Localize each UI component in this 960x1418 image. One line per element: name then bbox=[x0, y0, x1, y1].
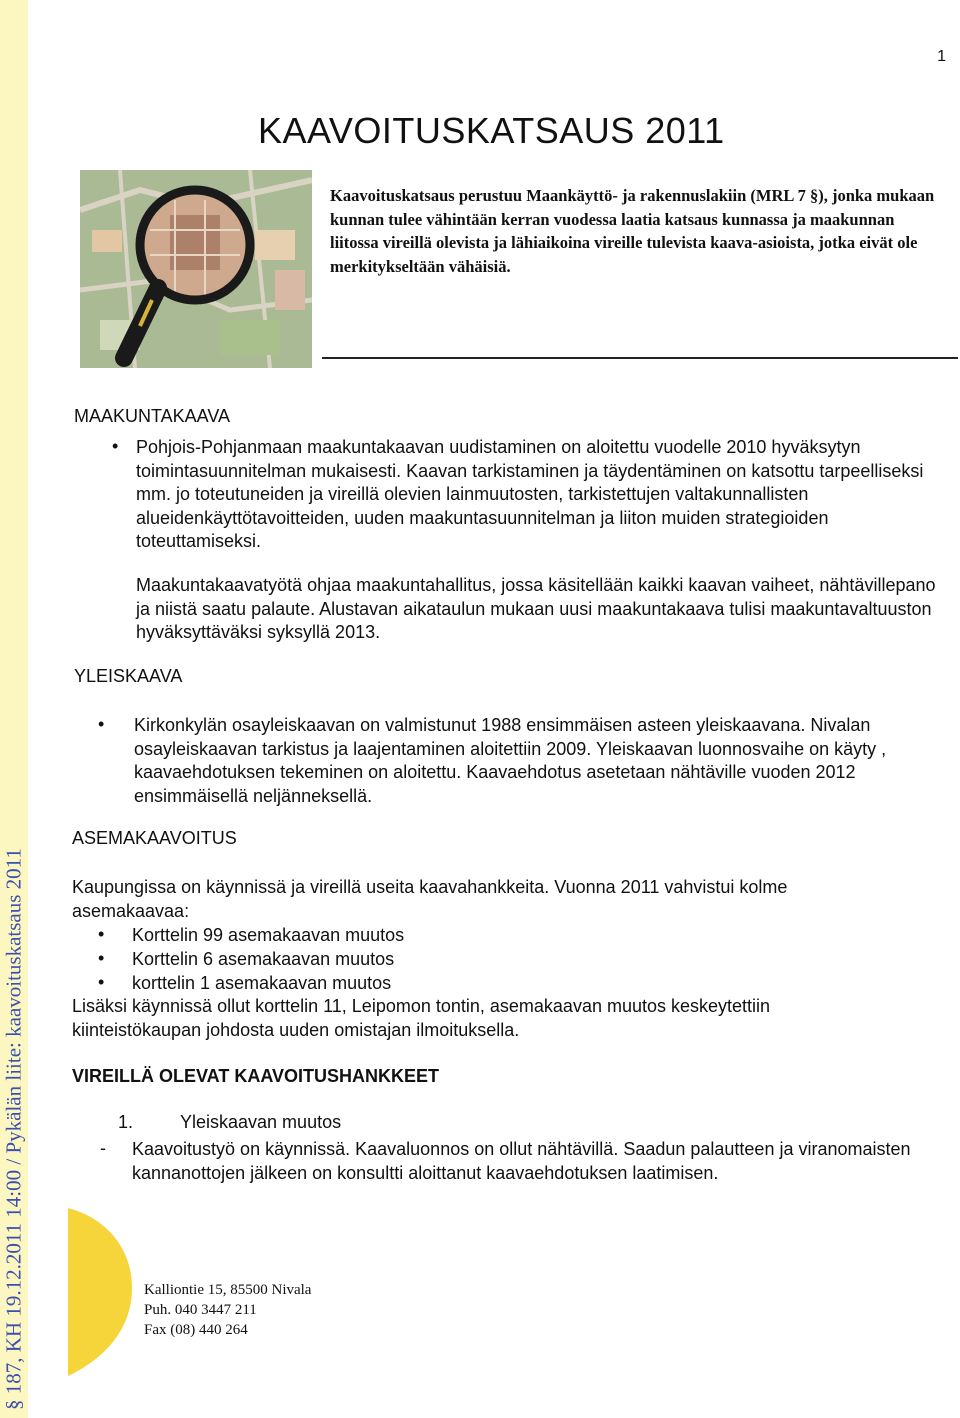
item-title: Yleiskaavan muutos bbox=[180, 1112, 342, 1132]
contact-block bbox=[144, 1280, 311, 1340]
heading-yleiskaava: YLEISKAAVA bbox=[74, 666, 183, 686]
page-title: KAAVOITUSKATSAUS 2011 bbox=[258, 110, 725, 151]
dash-icon: - bbox=[100, 1138, 106, 1158]
yleiskaava-bullet-text: Kirkonkylän osayleiskaavan on valmistunut 1988 ensimmäisen asteen yleiskaavana. Nivalan osayleiskaavan tarkistus ja laajentaminen aloitettiin 2009. Yleiskaavan luonnosvaihe on käyty , kaavaehdotuksen tekeminen on aloitettu. Kaavaehdotus asetetaan nähtäville vuoden 2012 ensimmäisellä neljänneksellä. bbox=[134, 715, 887, 806]
bullet-icon: • bbox=[98, 714, 105, 734]
list-item: Korttelin 6 asemakaavan muutos bbox=[132, 949, 395, 969]
horizontal-divider bbox=[322, 357, 958, 359]
contact-fax: Fax (08) 440 264 bbox=[144, 1322, 248, 1338]
page-number: 1 bbox=[937, 48, 946, 65]
maakuntakaava-paragraph: Maakuntakaavatyötä ohjaa maakuntahallitus, jossa käsitellään kaikki kaavan vaiheet, nähtävillepano ja niistä saatu palaute. Alustavan aikataulun mukaan uusi maakuntakaava tulisi maakuntavaltuuston hyväksyttäväksi syksyllä 2013. bbox=[136, 575, 936, 642]
vireilla-dash-text: Kaavoitustyö on käynnissä. Kaavaluonnos on ollut nähtävillä. Saadun palautteen ja viranomaisten kannanottojen jälkeen on konsultti aloittanut kaavaehdotuksen laatimisen. bbox=[132, 1139, 911, 1183]
maakuntakaava-bullet-text: Pohjois-Pohjanmaan maakuntakaavan uudistaminen on aloitettu vuodelle 2010 hyväksytyn toimintasuunnitelman mukaisesti. Kaavan tarkistaminen ja täydentäminen on katsottu tarpeelliseksi mm. jo toteutuneiden ja vireillä olevien lainmuutosten, tarkistettujen valtakunnallisten alueidenkäyttötavoitteiden, uuden maakuntasuunnitelman ja liiton muiden strategioiden toteuttamiseksi. bbox=[136, 437, 924, 551]
numbered-item bbox=[118, 1112, 341, 1133]
bullet-icon: • bbox=[98, 924, 105, 944]
intro-paragraph: Kaavoituskatsaus perustuu Maankäyttö- ja rakennuslakiin (MRL 7 §), jonka mukaan kunnan tulee vähintään kerran vuodessa laatia katsaus kunnassa ja maakunnan liitossa vireillä olevista ja lähiaikoina vireille tulevista kaava-asioista, jotka eivät ole merkitykseltään vähäisiä. bbox=[330, 186, 935, 276]
heading-maakuntakaava: MAAKUNTAKAAVA bbox=[74, 406, 231, 426]
asemakaavoitus-outro: Lisäksi käynnissä ollut korttelin 11, Leipomon tontin, asemakaavan muutos keskeytettiin kiinteistökaupan johdosta uuden omistajan ilmoituksella. bbox=[72, 996, 771, 1040]
bullet-icon: • bbox=[98, 948, 105, 968]
heading-asemakaavoitus: ASEMAKAAVOITUS bbox=[72, 828, 237, 848]
contact-phone: Puh. 040 3447 211 bbox=[144, 1302, 257, 1318]
list-item: Korttelin 99 asemakaavan muutos bbox=[132, 925, 405, 945]
archive-stamp-text: § 187, KH 19.12.2011 14:00 / Pykälän liite: kaavoituskatsaus 2011 bbox=[1, 848, 26, 1410]
asemakaavoitus-intro: Kaupungissa on käynnissä ja vireillä useita kaavahankkeita. Vuonna 2011 vahvistui kolme asemakaavaa: bbox=[72, 877, 788, 921]
contact-address: Kalliontie 15, 85500 Nivala bbox=[144, 1282, 312, 1298]
bullet-icon: • bbox=[98, 972, 105, 992]
bullet-icon: • bbox=[112, 436, 119, 456]
city-logo bbox=[66, 1208, 136, 1376]
item-number: 1. bbox=[118, 1112, 134, 1132]
magnifier-map-image bbox=[80, 170, 312, 368]
heading-vireilla: VIREILLÄ OLEVAT KAAVOITUSHANKKEET bbox=[72, 1066, 440, 1086]
list-item: korttelin 1 asemakaavan muutos bbox=[132, 973, 392, 993]
